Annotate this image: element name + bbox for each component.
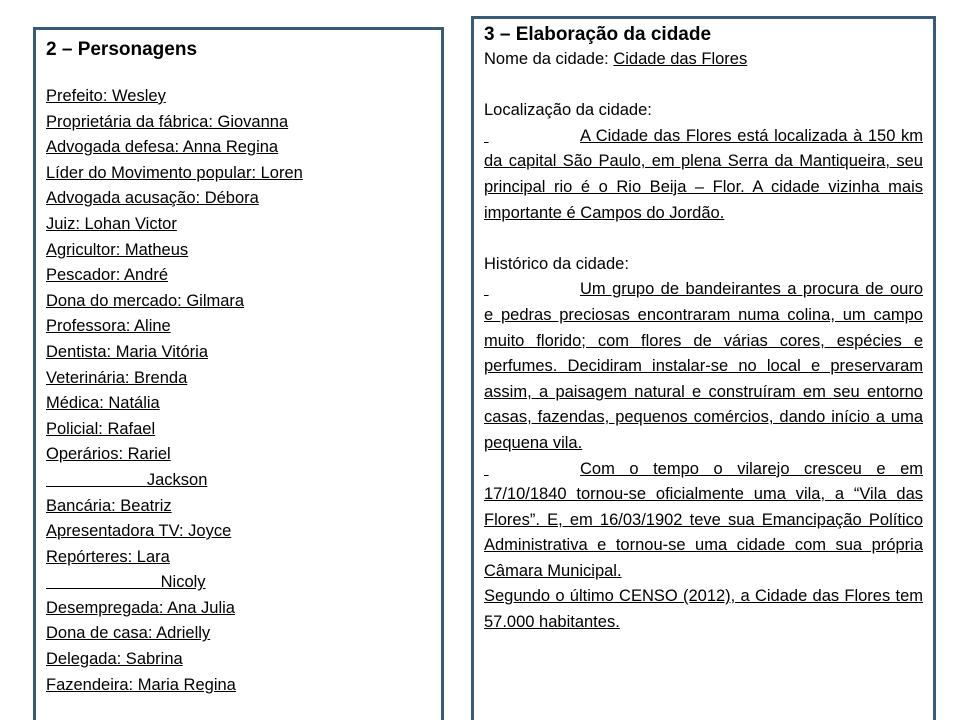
- list-item: Dona de casa: Adrielly: [46, 624, 211, 643]
- list-item-continuation: Nicoly: [46, 570, 431, 596]
- list-item: Agricultor: Matheus: [46, 240, 189, 259]
- indent-spacer: [46, 471, 147, 489]
- list-item: Médica: Natália: [46, 394, 160, 413]
- city-heading: 3 – Elaboração da cidade: [484, 24, 712, 45]
- list-item: Policial: Rafael: [46, 419, 156, 438]
- history-text-1: Um grupo de bandeirantes a procura de ouro e pedras preciosas encontraram numa colina, um campo muito florido; com flores de várias cores, espécies e perfumes. Decidiram instalar-se no local e preservaram assim, a paisagem natural e construíram em seu entorno casas, fazendas, pequenos comércios, dando início a uma pequena vila.: [484, 277, 923, 456]
- list-item: Apresentadora TV: Joyce: [46, 522, 232, 541]
- list-item: Desempregada: Ana Julia: [46, 598, 235, 617]
- indent-spacer: [484, 457, 580, 483]
- list-item: Operários: Rariel: [46, 445, 171, 464]
- characters-box: [33, 27, 444, 720]
- indent-spacer: [484, 277, 580, 303]
- census-text: Segundo o último CENSO (2012), a Cidade das Flores tem 57.000 habitantes.: [484, 587, 923, 632]
- indent-spacer: [484, 124, 580, 150]
- indent-spacer: [46, 573, 161, 591]
- characters-heading: 2 – Personagens: [46, 39, 198, 60]
- list-item: Advogada acusação: Débora: [46, 189, 259, 208]
- list-item: Repórteres: Lara: [46, 547, 170, 566]
- city-box: [471, 16, 936, 720]
- location-label: Localização da cidade:: [484, 101, 652, 120]
- location-text: A Cidade das Flores está localizada à 150 km da capital São Paulo, em plena Serra da Mantiqueira, seu principal rio é o Rio Beija – Flor. A cidade vizinha mais importante é Campos do Jordão.: [484, 124, 923, 226]
- list-item: Dona do mercado: Gilmara: [46, 291, 245, 310]
- list-item: Delegada: Sabrina: [46, 650, 183, 669]
- list-item: Advogada defesa: Anna Regina: [46, 138, 279, 157]
- list-item: Veterinária: Brenda: [46, 368, 188, 387]
- history-label: Histórico da cidade:: [484, 254, 629, 273]
- list-item: Juiz: Lohan Victor: [46, 214, 177, 233]
- list-item: Bancária: Beatriz: [46, 496, 172, 515]
- list-item: Fazendeira: Maria Regina: [46, 675, 236, 694]
- city-name-value: Cidade das Flores: [613, 50, 748, 68]
- list-item: Pescador: André: [46, 266, 168, 285]
- list-item: Proprietária da fábrica: Giovanna: [46, 112, 289, 131]
- city-name-label: Nome da cidade:: [484, 50, 614, 68]
- list-item: Professora: Aline: [46, 317, 171, 336]
- city-name-row: [484, 47, 923, 73]
- list-item: Líder do Movimento popular: Loren: [46, 163, 303, 182]
- characters-list: [46, 84, 431, 698]
- list-item: Dentista: Maria Vitória: [46, 342, 209, 361]
- history-text-2: Com o tempo o vilarejo cresceu e em 17/10/1840 tornou-se oficialmente uma vila, a “Vila das Flores”. E, em 16/03/1902 teve sua Emancipação Político Administrativa e tornou-se uma cidade com sua própria Câmara Municipal.: [484, 457, 923, 585]
- list-item: Prefeito: Wesley: [46, 87, 166, 105]
- list-item-continuation: Jackson: [46, 468, 431, 494]
